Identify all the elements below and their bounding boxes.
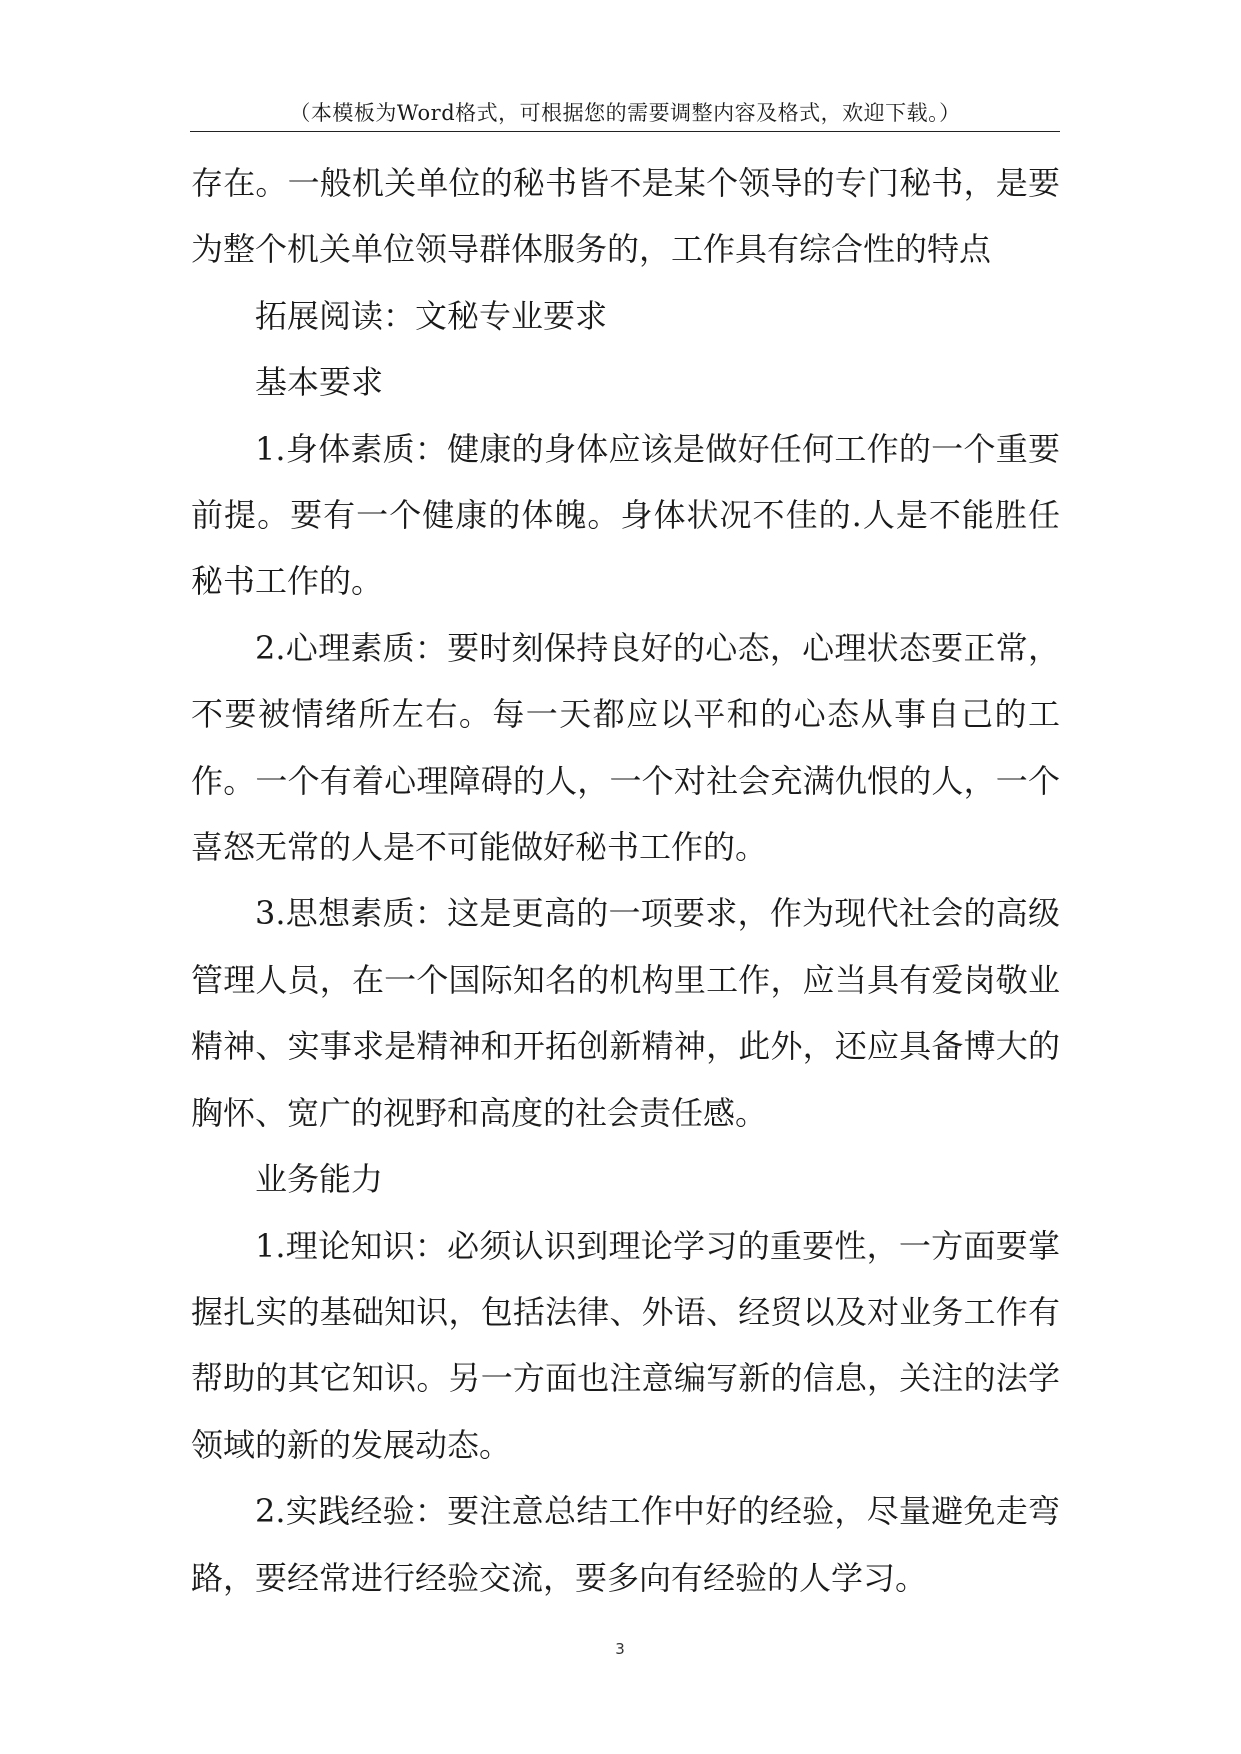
paragraph-continuation: 存在。一般机关单位的秘书皆不是某个领导的专门秘书，是要为整个机关单位领导群体服务的，工作具有综合性的特点 bbox=[191, 164, 1060, 269]
section-heading-extended-reading: 拓展阅读：文秘专业要求 bbox=[255, 296, 608, 335]
subheading-basic-requirements: 基本要求 bbox=[255, 363, 384, 402]
page-number: 3 bbox=[615, 1640, 625, 1658]
paragraph-physical-quality: 1.身体素质：健康的身体应该是做好任何工作的一个重要前提。要有一个健康的体魄。身体状况不佳的.人是不能胜任秘书工作的。 bbox=[191, 429, 1060, 601]
subheading-business-ability: 业务能力 bbox=[255, 1160, 384, 1199]
paragraph-practical-experience: 2.实践经验：要注意总结工作中好的经验，尽量避免走弯路，要经常进行经验交流，要多向有经验的人学习。 bbox=[191, 1492, 1060, 1597]
paragraph-theoretical-knowledge: 1.理论知识：必须认识到理论学习的重要性，一方面要掌握扎实的基础知识，包括法律、外语、经贸以及对业务工作有帮助的其它知识。另一方面也注意编写新的信息，关注的法学领域的新的发展动态。 bbox=[191, 1226, 1060, 1464]
paragraph-psychological-quality: 2.心理素质：要时刻保持良好的心态，心理状态要正常，不要被情绪所左右。每一天都应以平和的心态从事自己的工作。一个有着心理障碍的人，一个对社会充满仇恨的人，一个喜怒无常的人是不可能做好秘书工作的。 bbox=[191, 628, 1060, 867]
header-divider bbox=[190, 131, 1060, 132]
template-note-header: （本模板为Word格式，可根据您的需要调整内容及格式，欢迎下载。） bbox=[289, 101, 961, 125]
document-body bbox=[191, 150, 1060, 1611]
paragraph-ideological-quality: 3.思想素质：这是更高的一项要求，作为现代社会的高级管理人员，在一个国际知名的机构里工作，应当具有爱岗敬业精神、实事求是精神和开拓创新精神，此外，还应具备博大的胸怀、宽广的视野和高度的社会责任感。 bbox=[191, 894, 1060, 1132]
